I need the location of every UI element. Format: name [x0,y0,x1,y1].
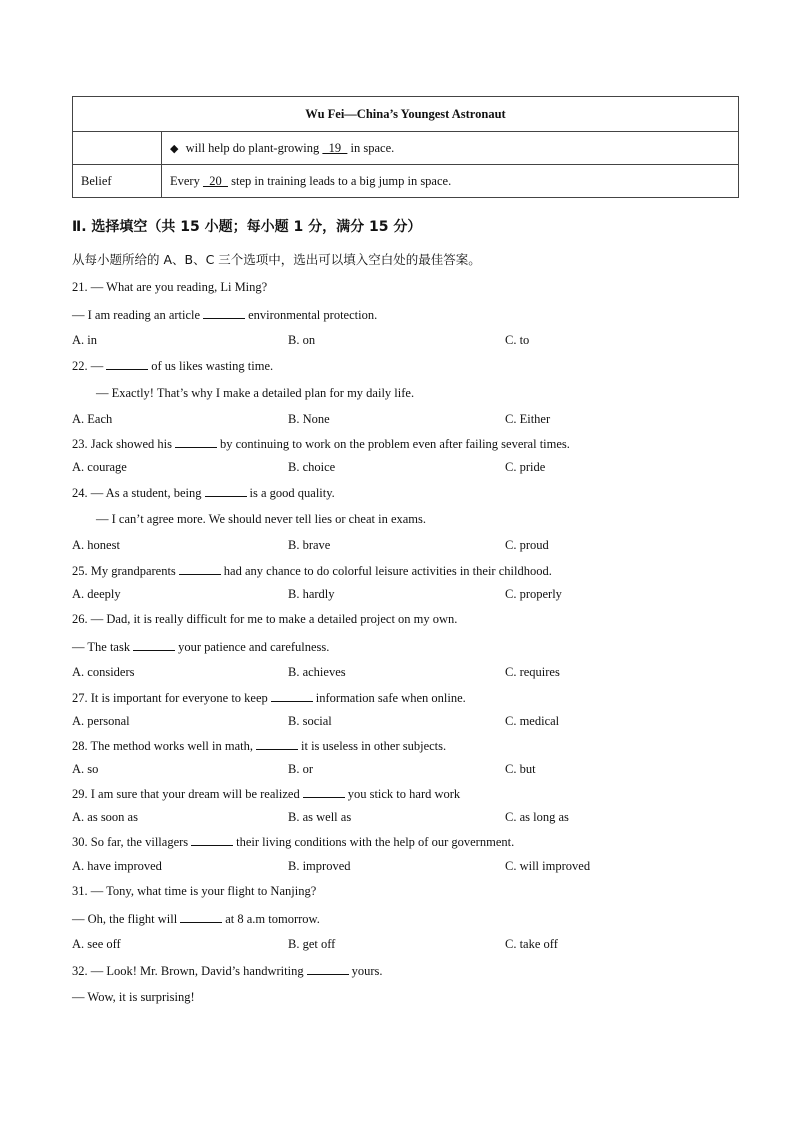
option-b[interactable]: B. as well as [288,810,352,824]
blank-20[interactable]: 20 [202,173,228,188]
option-a[interactable]: A. have improved [72,859,162,873]
answer-blank[interactable] [256,738,298,750]
option-a[interactable]: A. see off [72,937,121,951]
table-title: Wu Fei—China’s Youngest Astronaut [73,97,739,132]
q26-line2: — The task your patience and carefulness. [72,640,330,654]
q24-options [72,538,752,554]
row-content [162,165,739,198]
option-a[interactable]: A. considers [72,665,135,679]
q21-options [72,333,752,349]
option-b[interactable]: B. on [288,333,316,347]
answer-blank[interactable] [271,690,313,702]
option-a[interactable]: A. deeply [72,587,121,601]
answer-blank[interactable] [175,436,217,448]
option-b[interactable]: B. hardly [288,587,335,601]
option-b[interactable]: B. None [288,412,330,426]
q24-line2: — I can’t agree more. We should never tell lies or cheat in exams. [96,512,427,526]
q23-line1: 23. Jack showed his by continuing to work on the problem even after failing several times. [72,437,570,451]
option-b[interactable]: B. get off [288,937,336,951]
section-instruction: 从每小题所给的 A、B、C 三个选项中，选出可以填入空白处的最佳答案。 [72,252,481,267]
q31-options [72,937,752,953]
row-text-pre: will help do plant-growing [185,140,320,155]
q25-line1: 25. My grandparents had any chance to do colorful leisure activities in their childhood. [72,564,552,578]
answer-blank[interactable] [307,963,349,975]
option-b[interactable]: B. social [288,714,332,728]
q32-line2: — Wow, it is surprising! [72,990,195,1004]
option-c[interactable]: C. properly [505,587,562,601]
blank-19[interactable]: 19 [322,140,348,155]
q23-options [72,460,752,476]
option-b[interactable]: B. or [288,762,313,776]
row-label: Belief [73,165,162,198]
option-a[interactable]: A. honest [72,538,120,552]
option-c[interactable]: C. to [505,333,530,347]
row-text-pre: Every [170,173,200,188]
info-table [72,96,739,198]
answer-blank[interactable] [133,639,175,651]
option-a[interactable]: A. Each [72,412,113,426]
answer-blank[interactable] [191,834,233,846]
q28-options [72,762,752,778]
row-content [162,132,739,165]
q31-line1: 31. — Tony, what time is your flight to Nanjing? [72,884,317,898]
q27-line1: 27. It is important for everyone to keep information safe when online. [72,691,466,705]
q31-line2: — Oh, the flight will at 8 a.m tomorrow. [72,912,320,926]
option-b[interactable]: B. achieves [288,665,346,679]
row-label [73,132,162,165]
option-c[interactable]: C. pride [505,460,546,474]
option-c[interactable]: C. proud [505,538,549,552]
option-a[interactable]: A. courage [72,460,127,474]
q26-options [72,665,752,681]
section-title: Ⅱ. 选择填空（共 15 小题；每小题 1 分，满分 15 分） [72,219,422,235]
option-c[interactable]: C. will improved [505,859,591,873]
answer-blank[interactable] [303,786,345,798]
q30-line1: 30. So far, the villagers their living conditions with the help of our government. [72,835,515,849]
q24-line1: 24. — As a student, being is a good quality. [72,486,335,500]
q21-line2: — I am reading an article environmental protection. [72,308,378,322]
q22-line1: 22. — of us likes wasting time. [72,359,274,373]
option-a[interactable]: A. as soon as [72,810,138,824]
row-text-post: in space. [350,140,395,155]
option-c[interactable]: C. as long as [505,810,569,824]
q30-options [72,859,752,875]
answer-blank[interactable] [205,485,247,497]
q27-options [72,714,752,730]
table-row [73,132,739,165]
option-a[interactable]: A. personal [72,714,130,728]
q22-line2: — Exactly! That’s why I make a detailed plan for my daily life. [96,386,415,400]
option-a[interactable]: A. in [72,333,97,347]
option-a[interactable]: A. so [72,762,99,776]
diamond-bullet-icon: ◆ [170,142,179,155]
option-c[interactable]: C. requires [505,665,560,679]
q29-options [72,810,752,826]
option-c[interactable]: C. Either [505,412,551,426]
q26-line1: 26. — Dad, it is really difficult for me to make a detailed project on my own. [72,612,458,626]
q29-line1: 29. I am sure that your dream will be realized you stick to hard work [72,787,461,801]
q25-options [72,587,752,603]
q21-line1: 21. — What are you reading, Li Ming? [72,280,268,294]
answer-blank[interactable] [203,307,245,319]
option-c[interactable]: C. medical [505,714,560,728]
option-c[interactable]: C. but [505,762,536,776]
option-b[interactable]: B. choice [288,460,336,474]
q28-line1: 28. The method works well in math, it is useless in other subjects. [72,739,447,753]
table-row [73,165,739,198]
answer-blank[interactable] [180,911,222,923]
answer-blank[interactable] [106,358,148,370]
row-text-post: step in training leads to a big jump in space. [231,173,452,188]
option-c[interactable]: C. take off [505,937,558,951]
q22-options [72,412,752,428]
option-b[interactable]: B. brave [288,538,331,552]
q32-line1: 32. — Look! Mr. Brown, David’s handwriting yours. [72,964,383,978]
answer-blank[interactable] [179,563,221,575]
option-b[interactable]: B. improved [288,859,351,873]
